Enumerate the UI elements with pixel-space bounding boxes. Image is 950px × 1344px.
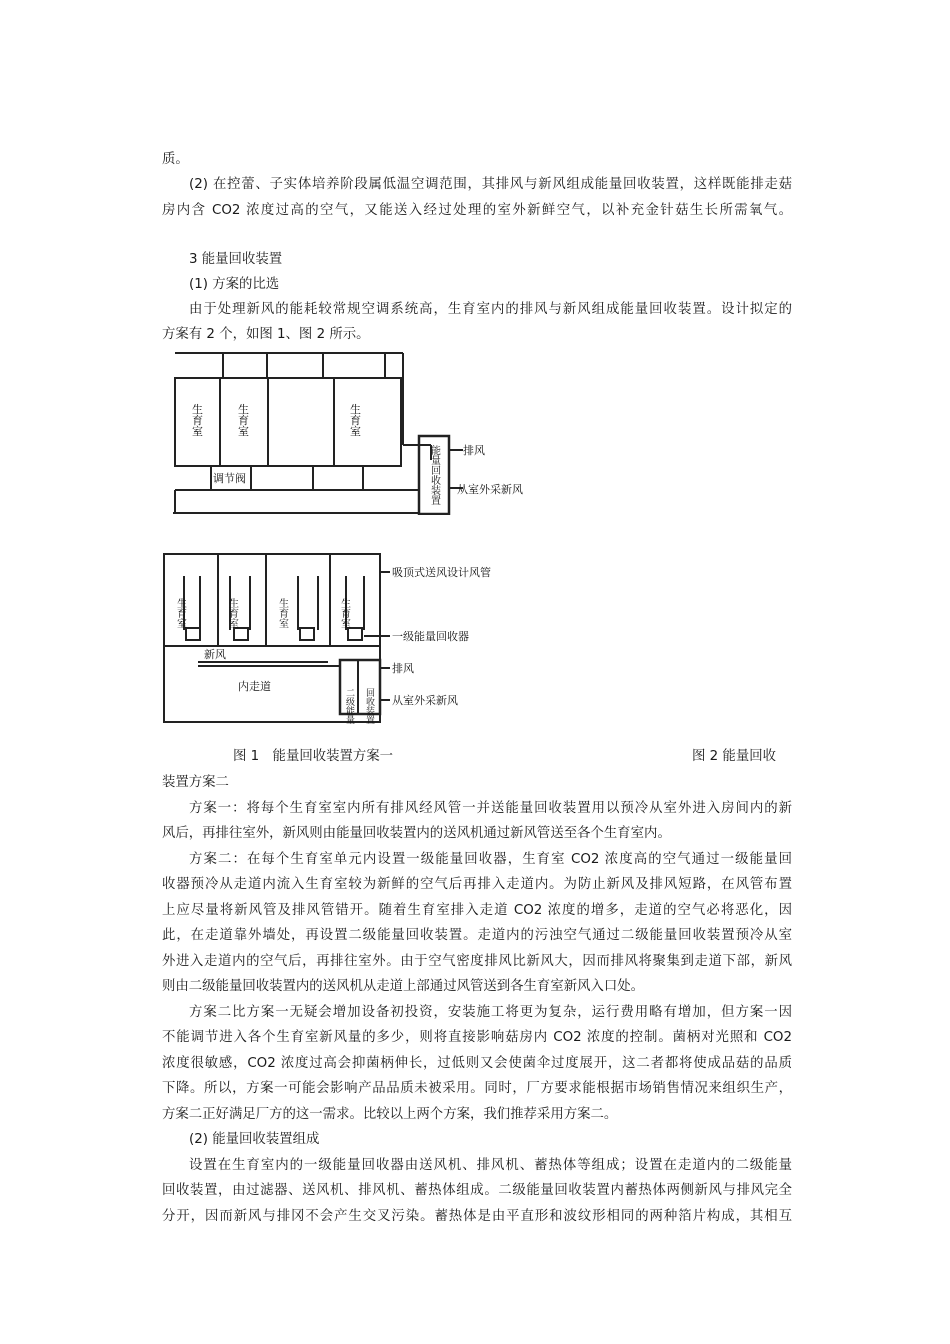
secondary-device-label-left: 二级能量	[344, 688, 354, 724]
paragraph-line: 方案二：在每个生育室单元内设置一级能量回收器，生育室 CO2 浓度高的空气通过一级能量回	[189, 852, 792, 867]
exhaust-label: 排风	[463, 444, 485, 457]
paragraph-line: 设置在生育室内的一级能量回收器由送风机、排风机、蓄热体等组成；设置在走道内的二级能量	[189, 1158, 792, 1173]
paragraph-line: 不能调节进入各个生育室新风量的多少，则将直接影响菇房内 CO2 浓度的控制。菌柄对光照和 CO2	[162, 1030, 792, 1045]
paragraph-line: 质。	[162, 152, 189, 167]
paragraph-line: 上应尽量将新风管及排风管错开。随着生育室排入走道 CO2 浓度的增多，走道的空气必将恶化，因	[162, 903, 792, 918]
paragraph-line: 此，在走道靠外墙处，再设置二级能量回收装置。走道内的污浊空气通过二级能量回收装置预冷从室	[162, 928, 792, 943]
fresh-air-label: 从室外采新风	[457, 483, 523, 496]
subsection-heading: (1) 方案的比选	[189, 277, 280, 292]
secondary-device-label-right: 回收装置	[364, 688, 374, 724]
paragraph-line: 方案有 2 个，如图 1、图 2 所示。	[162, 327, 370, 342]
figure-2-diagram	[158, 548, 538, 733]
figure-1-caption: 图 1 能量回收装置方案一	[233, 749, 394, 764]
figure-2-caption-cont: 装置方案二	[162, 775, 229, 790]
paragraph-line: 回收装置，由过滤器、送风机、排风机、蓄热体组成。二级能量回收装置内蓄热体两侧新风与排风完全	[162, 1183, 792, 1198]
subsection-heading: (2) 能量回收装置组成	[189, 1132, 320, 1147]
corridor-label: 内走道	[238, 680, 271, 693]
paragraph-line: 外进入走道内的空气后，再排往室外。由于空气密度排风比新风大，因而排风将聚集到走道下部，新风	[162, 954, 792, 969]
paragraph-line: 收器预冷从走道内流入生育室较为新鲜的空气后再排入走道内。为防止新风及排风短路，在风管布置	[162, 877, 792, 892]
figure-2-caption: 图 2 能量回收	[692, 749, 776, 764]
ceiling-duct-label: 吸顶式送风设计风管	[392, 566, 491, 579]
room-label: 生育室	[236, 403, 250, 437]
room-label: 生育室	[276, 598, 288, 628]
paragraph-line: 方案二比方案一无疑会增加设备初投资，安装施工将更为复杂，运行费用略有增加，但方案一因	[189, 1005, 792, 1020]
section-heading: 3 能量回收装置	[189, 252, 283, 267]
paragraph-line: 方案一：将每个生育室室内所有排风经风管一并送能量回收装置用以预冷从室外进入房间内的新	[189, 801, 792, 816]
paragraph-line: 由于处理新风的能耗较常规空调系统高，生育室内的排风与新风组成能量回收装置。设计拟定的	[189, 302, 792, 317]
new-air-label: 新风	[204, 648, 226, 661]
primary-recovery-label: 一级能量回收器	[392, 630, 469, 643]
room-label: 生育室	[338, 598, 350, 628]
paragraph-line: 风后，再排往室外，新风则由能量回收装置内的送风机通过新风管送至各个生育室内。	[162, 826, 671, 841]
exhaust-label: 排风	[392, 662, 414, 675]
room-label: 生育室	[226, 598, 238, 628]
valve-label: 调节阀	[213, 472, 246, 485]
paragraph-line: (2) 在控蕾、子实体培养阶段属低温空调范围，其排风与新风组成能量回收装置，这样既能排走菇	[189, 177, 792, 192]
device-label: 能量回收装置	[428, 445, 440, 505]
fresh-air-label: 从室外采新风	[392, 694, 458, 707]
room-label: 生育室	[190, 403, 204, 437]
paragraph-line: 则由二级能量回收装置内的送风机从走道上部通过风管送到各生育室新风入口处。	[162, 979, 645, 994]
room-label: 生育室	[348, 403, 362, 437]
paragraph-line: 浓度很敏感，CO2 浓度过高会抑菌柄伸长，过低则又会使菌伞过度展开，这二者都将使成品菇的品质	[162, 1056, 792, 1071]
room-label: 生育室	[174, 598, 186, 628]
paragraph-line: 下降。所以，方案一可能会影响产品品质未被采用。同时，厂方要求能根据市场销售情况来组织生产，	[162, 1081, 792, 1096]
paragraph-line: 分开，因而新风与排冈不会产生交叉污染。蓄热体是由平直形和波纹形相同的两种箔片构成，其相互	[162, 1209, 792, 1224]
paragraph-line: 方案二正好满足厂方的这一需求。比较以上两个方案，我们推荐采用方案二。	[162, 1107, 618, 1122]
paragraph-line: 房内含 CO2 浓度过高的空气，又能送入经过处理的室外新鲜空气，以补充金针菇生长所需氧气。	[162, 203, 792, 218]
figure-1-diagram	[163, 350, 543, 515]
